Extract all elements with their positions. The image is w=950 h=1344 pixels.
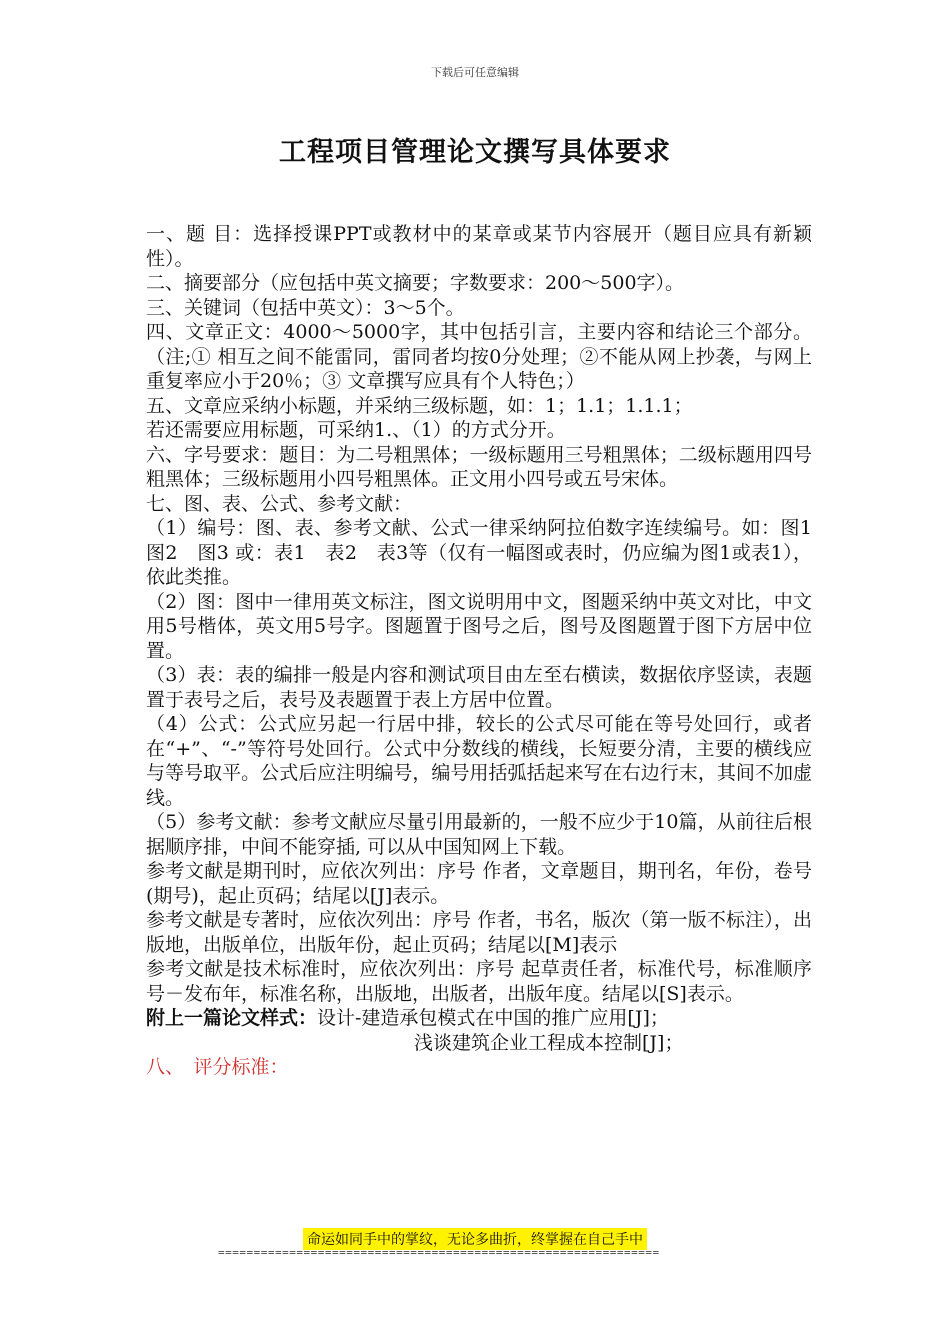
paragraph-14: 参考文献是期刊时，应依次列出：序号 作者，文章题目，期刊名，年份，卷号(期号)，起止页码；结尾以[J]表示。 <box>146 860 812 907</box>
paragraph-10: （2）图：图中一律用英文标注，图文说明用中文，图题采纳中英文对比，中文用5号楷体，英文用5号字。图题置于图号之后，图号及图题置于图下方居中位置。 <box>146 590 812 662</box>
page-title: 工程项目管理论文撰写具体要求 <box>279 137 671 168</box>
sample-title-2: 浅谈建筑企业工程成本控制[J]； <box>414 1031 684 1054</box>
paragraph-16: 参考文献是技术标准时，应依次列出：序号 起草责任者，标准代号，标准顺序号－发布年，标准名称，出版地，出版者，出版年度。结尾以[S]表示。 <box>146 958 812 1005</box>
paragraph-1: 一、题 目：选择授课PPT或教材中的某章或某节内容展开（题目应具有新颖性）。 <box>146 223 812 270</box>
sample-paper-line <box>146 1006 812 1031</box>
paragraph-15: 参考文献是专著时，应依次列出：序号 作者，书名，版次（第一版不标注），出版地，出版单位，出版年份，起止页码；结尾以[M]表示 <box>146 909 812 956</box>
paragraph-6: 若还需要应用标题，可采纳1.、（1）的方式分开。 <box>146 419 566 441</box>
paragraph-5: 五、文章应采纳小标题，并采纳三级标题，如：1；1.1；1.1.1； <box>146 394 693 417</box>
sample-label: 附上一篇论文样式： <box>146 1007 318 1029</box>
footer-motto: 命运如同手中的掌纹，无论多曲折，终掌握在自己手中 <box>303 1228 647 1250</box>
paragraph-3: 三、关键词（包括中英文）：3～5个。 <box>146 296 465 319</box>
footer-separator: ============================================================== <box>218 1246 660 1259</box>
paragraph-9: （1）编号：图、表、参考文献、公式一律采纳阿拉伯数字连续编号。如：图1 图2 图3 或：表1 表2 表3等（仅有一幅图或表时，仍应编为图1或表1），依此类推。 <box>146 517 832 588</box>
paragraph-11: （3）表：表的编排一般是内容和测试项目由左至右横读，数据依序竖读，表题置于表号之后，表号及表题置于表上方居中位置。 <box>146 664 812 711</box>
paragraph-13: （5）参考文献：参考文献应尽量引用最新的，一般不应少于10篇，从前往后根据顺序排，中间不能穿插, 可以从中国知网上下载。 <box>146 811 812 858</box>
sample-title-1: 设计-建造承包模式在中国的推广应用[J]； <box>317 1007 669 1029</box>
document-body <box>146 222 832 1080</box>
paragraph-4: 四、文章正文：4000～5000字，其中包括引言，主要内容和结论三个部分。（注;① 相互之间不能雷同，雷同者均按0分处理；②不能从网上抄袭，与网上重复率应小于20％；③ 文章撰写应具有个人特色；） <box>146 321 812 392</box>
section-8-heading: 八、 评分标准： <box>146 1056 289 1078</box>
paragraph-8: 七、图、表、公式、参考文献： <box>146 492 413 515</box>
header-note: 下载后可任意编辑 <box>431 66 519 79</box>
paragraph-7: 六、字号要求：题目：为二号粗黑体；一级标题用三号粗黑体；二级标题用四号粗黑体；三级标题用小四号粗黑体。正文用小四号或五号宋体。 <box>146 443 812 490</box>
paragraph-12: （4）公式：公式应另起一行居中排，较长的公式尽可能在等号处回行，或者在“+”、“-”等符号处回行。公式中分数线的横线，长短要分清，主要的横线应与等号取平。公式后应注明编号，编号用括弧括起来写在右边行末，其间不加虚线。 <box>146 713 812 809</box>
paragraph-2: 二、摘要部分（应包括中英文摘要；字数要求：200～500字）。 <box>146 272 685 294</box>
